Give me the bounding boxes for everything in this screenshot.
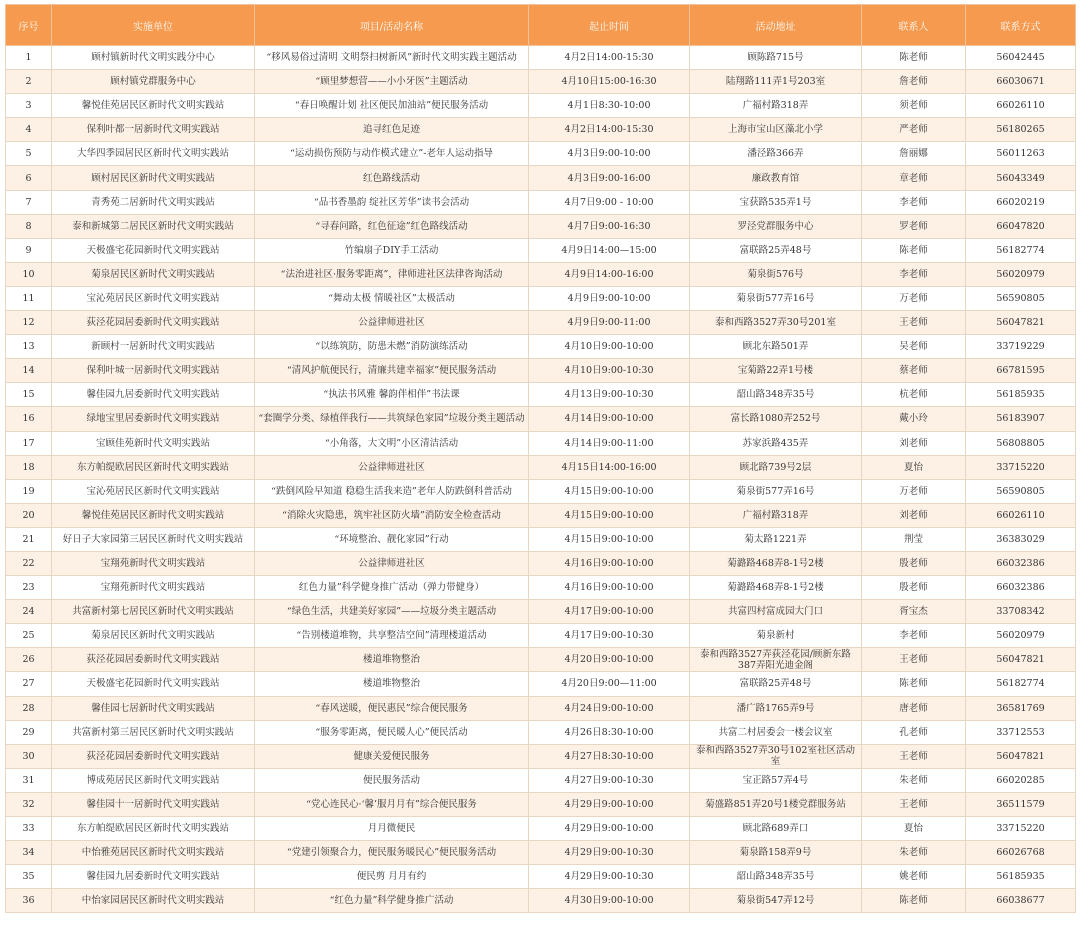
cell-contact-phone: 56180265 (966, 118, 1076, 142)
cell-index: 12 (6, 311, 52, 335)
cell-time: 4月2日14:00-15:30 (529, 46, 690, 70)
cell-organizer: 馨佳园九居委新时代文明实践站 (52, 383, 255, 407)
cell-time: 4月10日9:00-10:30 (529, 359, 690, 383)
cell-address: 共富四村富成园大门口 (690, 600, 862, 624)
cell-contact-person: 严老师 (862, 118, 966, 142)
cell-index: 5 (6, 142, 52, 166)
cell-organizer: 博成苑居民区新时代文明实践站 (52, 768, 255, 792)
cell-index: 21 (6, 527, 52, 551)
cell-index: 2 (6, 70, 52, 94)
cell-address: 顾北路739号2层 (690, 455, 862, 479)
cell-organizer: 青秀苑二居新时代文明实践站 (52, 190, 255, 214)
table-row (6, 696, 1076, 720)
cell-index: 18 (6, 455, 52, 479)
activity-table (5, 4, 1076, 913)
cell-contact-person: 唐老师 (862, 696, 966, 720)
cell-address: 韶山路348弄35号 (690, 865, 862, 889)
table-row (6, 359, 1076, 383)
cell-time: 4月29日9:00-10:30 (529, 865, 690, 889)
table-row (6, 841, 1076, 865)
cell-index: 19 (6, 479, 52, 503)
cell-time: 4月9日14:00-16:00 (529, 262, 690, 286)
cell-time: 4月30日9:00-10:00 (529, 889, 690, 913)
cell-address: 宝获路535弄1号 (690, 190, 862, 214)
cell-organizer: 东方帕缇欧居民区新时代文明实践站 (52, 455, 255, 479)
cell-index: 14 (6, 359, 52, 383)
cell-contact-person: 王老师 (862, 648, 966, 672)
cell-contact-phone: 56043349 (966, 166, 1076, 190)
cell-organizer: 绿地宝里居委新时代文明实践站 (52, 407, 255, 431)
table-row (6, 817, 1076, 841)
table-row (6, 672, 1076, 696)
table-row (6, 576, 1076, 600)
cell-organizer: 中怡雅苑居民区新时代文明实践站 (52, 841, 255, 865)
cell-activity-name: “品书香墨韵 绽社区芳华”读书会活动 (255, 190, 529, 214)
cell-organizer: 新顾村一居新时代文明实践站 (52, 335, 255, 359)
cell-organizer: 保利叶都一居新时代文明实践站 (52, 118, 255, 142)
cell-organizer: 顾村镇党群服务中心 (52, 70, 255, 94)
cell-index: 3 (6, 94, 52, 118)
cell-activity-name: 红色路线活动 (255, 166, 529, 190)
table-row (6, 720, 1076, 744)
cell-address: 菊泉街576号 (690, 262, 862, 286)
cell-address: 菊泉街577弄16号 (690, 479, 862, 503)
table-row (6, 744, 1076, 768)
cell-time: 4月9日9:00-10:00 (529, 286, 690, 310)
cell-contact-phone: 33708342 (966, 600, 1076, 624)
cell-time: 4月27日8:30-10:00 (529, 744, 690, 768)
cell-activity-name: “消除火灾隐患，筑牢社区防火墙”消防安全检查活动 (255, 503, 529, 527)
cell-time: 4月15日9:00-10:00 (529, 479, 690, 503)
cell-contact-person: 李老师 (862, 190, 966, 214)
activity-schedule (5, 4, 1075, 913)
cell-address: 菊盛路851弄20号1楼党群服务站 (690, 792, 862, 816)
cell-time: 4月15日9:00-10:00 (529, 527, 690, 551)
cell-address: 顾陈路715号 (690, 46, 862, 70)
cell-activity-name: 楼道堆物整治 (255, 648, 529, 672)
table-row (6, 551, 1076, 575)
cell-contact-phone: 33712553 (966, 720, 1076, 744)
cell-organizer: 馨悦佳苑居民区新时代文明实践站 (52, 94, 255, 118)
cell-index: 1 (6, 46, 52, 70)
cell-index: 8 (6, 214, 52, 238)
cell-contact-person: 孔老师 (862, 720, 966, 744)
cell-contact-phone: 66032386 (966, 576, 1076, 600)
cell-address: 广福村路318弄 (690, 94, 862, 118)
cell-index: 27 (6, 672, 52, 696)
table-row (6, 262, 1076, 286)
cell-contact-phone: 33715220 (966, 817, 1076, 841)
cell-contact-phone: 56042445 (966, 46, 1076, 70)
cell-activity-name: “套圈学分类、绿植伴我行——共筑绿色家园”垃圾分类主题活动 (255, 407, 529, 431)
cell-contact-phone: 56808805 (966, 431, 1076, 455)
cell-contact-person: 夏怡 (862, 817, 966, 841)
cell-activity-name: “寻春问路，红色征途”红色路线活动 (255, 214, 529, 238)
cell-time: 4月27日9:00-10:30 (529, 768, 690, 792)
cell-activity-name: “运动损伤预防与动作模式建立”-老年人运动指导 (255, 142, 529, 166)
cell-index: 30 (6, 744, 52, 768)
cell-contact-person: 刘老师 (862, 503, 966, 527)
table-row (6, 792, 1076, 816)
cell-organizer: 共富新村第三居民区新时代文明实践站 (52, 720, 255, 744)
cell-address: 苏家浜路435弄 (690, 431, 862, 455)
table-row (6, 94, 1076, 118)
cell-time: 4月3日9:00-16:00 (529, 166, 690, 190)
cell-time: 4月16日9:00-10:00 (529, 576, 690, 600)
cell-organizer: 中怡家园居民区新时代文明实践站 (52, 889, 255, 913)
table-row (6, 624, 1076, 648)
cell-time: 4月10日9:00-10:00 (529, 335, 690, 359)
table-row (6, 431, 1076, 455)
cell-contact-phone: 56020979 (966, 262, 1076, 286)
cell-contact-person: 戴小玲 (862, 407, 966, 431)
cell-contact-phone: 66032386 (966, 551, 1076, 575)
cell-contact-phone: 56590805 (966, 286, 1076, 310)
cell-address: 菊泉街577弄16号 (690, 286, 862, 310)
cell-address: 富联路25弄48号 (690, 672, 862, 696)
cell-address: 韶山路348弄35号 (690, 383, 862, 407)
table-row (6, 238, 1076, 262)
cell-index: 11 (6, 286, 52, 310)
table-row (6, 70, 1076, 94)
table-row (6, 335, 1076, 359)
table-row (6, 600, 1076, 624)
cell-organizer: 天极盛宅花园新时代文明实践站 (52, 672, 255, 696)
cell-time: 4月26日8:30-10:00 (529, 720, 690, 744)
cell-contact-phone: 56185935 (966, 383, 1076, 407)
cell-address: 上海市宝山区藻北小学 (690, 118, 862, 142)
cell-time: 4月9日14:00—15:00 (529, 238, 690, 262)
table-row (6, 479, 1076, 503)
cell-organizer: 荻泾花园居委新时代文明实践站 (52, 744, 255, 768)
cell-activity-name: “法治进社区·服务零距离”，律师进社区法律咨询活动 (255, 262, 529, 286)
cell-time: 4月2日14:00-15:30 (529, 118, 690, 142)
cell-contact-phone: 56182774 (966, 672, 1076, 696)
cell-contact-phone: 66038677 (966, 889, 1076, 913)
cell-index: 16 (6, 407, 52, 431)
cell-contact-phone: 56047821 (966, 311, 1076, 335)
cell-organizer: 东方帕缇欧居民区新时代文明实践站 (52, 817, 255, 841)
cell-index: 22 (6, 551, 52, 575)
cell-organizer: 馨佳园十一居新时代文明实践站 (52, 792, 255, 816)
cell-organizer: 宝翔苑新时代文明实践站 (52, 551, 255, 575)
cell-contact-person: 蔡老师 (862, 359, 966, 383)
cell-activity-name: 红色力量”科学健身推广活动（弹力带健身） (255, 576, 529, 600)
header-address: 活动地址 (690, 5, 862, 46)
cell-index: 28 (6, 696, 52, 720)
cell-address: 菊太路1221弄 (690, 527, 862, 551)
cell-address: 泰和西路3527弄30号201室 (690, 311, 862, 335)
header-contact-person: 联系人 (862, 5, 966, 46)
table-row (6, 190, 1076, 214)
cell-contact-person: 刘老师 (862, 431, 966, 455)
cell-activity-name: “跌倒风险早知道 稳稳生活我来造”老年人防跌倒科普活动 (255, 479, 529, 503)
cell-activity-name: “绿色生活，共建美好家园”——垃圾分类主题活动 (255, 600, 529, 624)
cell-address: 泰和西路3527弄荻泾花园/顾新东路387弄阳光迪金阁 (690, 648, 862, 672)
cell-contact-phone: 56047821 (966, 648, 1076, 672)
cell-index: 33 (6, 817, 52, 841)
cell-time: 4月24日9:00-10:00 (529, 696, 690, 720)
cell-organizer: 好日子大家园第三居民区新时代文明实践站 (52, 527, 255, 551)
cell-time: 4月7日9:00 - 10:00 (529, 190, 690, 214)
cell-contact-person: 夏怡 (862, 455, 966, 479)
cell-activity-name: 公益律师进社区 (255, 455, 529, 479)
cell-time: 4月29日9:00-10:30 (529, 841, 690, 865)
cell-activity-name: 楼道堆物整治 (255, 672, 529, 696)
cell-contact-phone: 56020979 (966, 624, 1076, 648)
cell-time: 4月17日9:00-10:00 (529, 600, 690, 624)
cell-organizer: 宝沁苑居民区新时代文明实践站 (52, 286, 255, 310)
cell-activity-name: 公益律师进社区 (255, 311, 529, 335)
cell-address: 宝正路57弄4号 (690, 768, 862, 792)
cell-activity-name: “小角落，大文明”小区清洁活动 (255, 431, 529, 455)
cell-contact-phone: 66781595 (966, 359, 1076, 383)
cell-activity-name: “执法书风雅 馨韵伴相伴”书法课 (255, 383, 529, 407)
cell-contact-person: 姚老师 (862, 865, 966, 889)
cell-contact-person: 王老师 (862, 792, 966, 816)
cell-contact-phone: 66030671 (966, 70, 1076, 94)
cell-contact-phone: 33715220 (966, 455, 1076, 479)
table-row (6, 407, 1076, 431)
cell-activity-name: “服务零距离，便民暖人心”便民活动 (255, 720, 529, 744)
cell-contact-phone: 66026110 (966, 94, 1076, 118)
header-contact-phone: 联系方式 (966, 5, 1076, 46)
cell-index: 34 (6, 841, 52, 865)
cell-time: 4月15日14:00-16:00 (529, 455, 690, 479)
cell-contact-person: 王老师 (862, 744, 966, 768)
cell-address: 富联路25弄48号 (690, 238, 862, 262)
cell-activity-name: “红色力量”科学健身推广活动 (255, 889, 529, 913)
cell-contact-person: 詹老师 (862, 70, 966, 94)
cell-index: 24 (6, 600, 52, 624)
cell-contact-person: 陈老师 (862, 672, 966, 696)
cell-activity-name: 公益律师进社区 (255, 551, 529, 575)
cell-index: 7 (6, 190, 52, 214)
cell-index: 32 (6, 792, 52, 816)
cell-contact-person: 朱老师 (862, 768, 966, 792)
cell-organizer: 馨佳园七居新时代文明实践站 (52, 696, 255, 720)
cell-organizer: 泰和新城第二居民区新时代文明实践站 (52, 214, 255, 238)
cell-contact-person: 殷老师 (862, 576, 966, 600)
cell-index: 23 (6, 576, 52, 600)
cell-organizer: 大华四季园居民区新时代文明实践站 (52, 142, 255, 166)
cell-contact-person: 李老师 (862, 624, 966, 648)
cell-contact-person: 陈老师 (862, 46, 966, 70)
cell-activity-name: 健康关爱便民服务 (255, 744, 529, 768)
cell-index: 29 (6, 720, 52, 744)
table-row (6, 865, 1076, 889)
table-row (6, 46, 1076, 70)
cell-contact-phone: 66026110 (966, 503, 1076, 527)
cell-organizer: 顾村居民区新时代文明实践站 (52, 166, 255, 190)
cell-index: 13 (6, 335, 52, 359)
cell-index: 26 (6, 648, 52, 672)
header-index: 序号 (6, 5, 52, 46)
cell-address: 潘广路1765弄9号 (690, 696, 862, 720)
header-time: 起止时间 (529, 5, 690, 46)
cell-organizer: 宝顾佳苑新时代文明实践站 (52, 431, 255, 455)
cell-time: 4月20日9:00-10:00 (529, 648, 690, 672)
table-row (6, 311, 1076, 335)
cell-address: 菊潞路468弄8-1号2楼 (690, 576, 862, 600)
cell-time: 4月29日9:00-10:00 (529, 792, 690, 816)
cell-contact-person: 罗老师 (862, 214, 966, 238)
cell-organizer: 天极盛宅花园新时代文明实践站 (52, 238, 255, 262)
cell-activity-name: 便民服务活动 (255, 768, 529, 792)
cell-index: 15 (6, 383, 52, 407)
cell-organizer: 菊泉居民区新时代文明实践站 (52, 262, 255, 286)
cell-address: 泰和西路3527弄30号102室社区活动室 (690, 744, 862, 768)
cell-time: 4月17日9:00-10:30 (529, 624, 690, 648)
table-row (6, 286, 1076, 310)
cell-organizer: 馨悦佳苑居民区新时代文明实践站 (52, 503, 255, 527)
cell-time: 4月9日9:00-11:00 (529, 311, 690, 335)
cell-contact-person: 万老师 (862, 479, 966, 503)
cell-contact-phone: 56185935 (966, 865, 1076, 889)
cell-contact-person: 杭老师 (862, 383, 966, 407)
cell-contact-person: 殷老师 (862, 551, 966, 575)
cell-contact-phone: 66047820 (966, 214, 1076, 238)
cell-index: 9 (6, 238, 52, 262)
cell-time: 4月13日9:00-10:30 (529, 383, 690, 407)
cell-index: 25 (6, 624, 52, 648)
cell-activity-name: 月月微便民 (255, 817, 529, 841)
cell-organizer: 馨佳园九居委新时代文明实践站 (52, 865, 255, 889)
cell-contact-person: 詹丽娜 (862, 142, 966, 166)
cell-activity-name: “春日唤醒计划 社区便民加油站”便民服务活动 (255, 94, 529, 118)
table-row (6, 527, 1076, 551)
table-row (6, 455, 1076, 479)
cell-time: 4月10日15:00-16:30 (529, 70, 690, 94)
table-row (6, 768, 1076, 792)
cell-contact-phone: 66020219 (966, 190, 1076, 214)
cell-contact-phone: 56047821 (966, 744, 1076, 768)
cell-activity-name: “舞动太极 情暖社区”太极活动 (255, 286, 529, 310)
cell-activity-name: “告别楼道堆物，共享整洁空间”清理楼道活动 (255, 624, 529, 648)
cell-time: 4月16日9:00-10:00 (529, 551, 690, 575)
table-row (6, 648, 1076, 672)
cell-contact-person: 吴老师 (862, 335, 966, 359)
cell-address: 共富二村居委会一楼会议室 (690, 720, 862, 744)
cell-address: 陆翔路111弄1号203室 (690, 70, 862, 94)
cell-time: 4月7日9:00-16:30 (529, 214, 690, 238)
cell-contact-phone: 66026768 (966, 841, 1076, 865)
cell-time: 4月15日9:00-10:00 (529, 503, 690, 527)
cell-contact-phone: 36581769 (966, 696, 1076, 720)
cell-index: 31 (6, 768, 52, 792)
cell-contact-phone: 56011263 (966, 142, 1076, 166)
cell-time: 4月14日9:00-11:00 (529, 431, 690, 455)
cell-address: 菊泉街547弄12号 (690, 889, 862, 913)
cell-activity-name: “顾里梦想营——小小牙医”主题活动 (255, 70, 529, 94)
cell-activity-name: “春风送暖，便民惠民”综合便民服务 (255, 696, 529, 720)
cell-address: 菊泉路158弄9号 (690, 841, 862, 865)
cell-contact-person: 胥宝杰 (862, 600, 966, 624)
cell-activity-name: 便民剪 月月有约 (255, 865, 529, 889)
cell-time: 4月20日9:00—11:00 (529, 672, 690, 696)
cell-organizer: 宝沁苑居民区新时代文明实践站 (52, 479, 255, 503)
cell-index: 20 (6, 503, 52, 527)
cell-contact-person: 李老师 (862, 262, 966, 286)
cell-time: 4月1日8:30-10:00 (529, 94, 690, 118)
cell-activity-name: “清风护航便民行，清廉共建幸福家”便民服务活动 (255, 359, 529, 383)
cell-organizer: 共富新村第七居民区新时代文明实践站 (52, 600, 255, 624)
cell-index: 17 (6, 431, 52, 455)
table-row (6, 889, 1076, 913)
cell-contact-person: 万老师 (862, 286, 966, 310)
cell-organizer: 菊泉居民区新时代文明实践站 (52, 624, 255, 648)
cell-organizer: 荻泾花园居委新时代文明实践站 (52, 648, 255, 672)
cell-index: 4 (6, 118, 52, 142)
cell-contact-phone: 56183907 (966, 407, 1076, 431)
cell-activity-name: 追寻红色足迹 (255, 118, 529, 142)
table-row (6, 503, 1076, 527)
table-row (6, 383, 1076, 407)
cell-organizer: 荻泾花园居委新时代文明实践站 (52, 311, 255, 335)
cell-index: 35 (6, 865, 52, 889)
cell-activity-name: “党建引领聚合力，便民服务暖民心”便民服务活动 (255, 841, 529, 865)
cell-contact-phone: 56590805 (966, 479, 1076, 503)
cell-address: 菊泉新村 (690, 624, 862, 648)
cell-activity-name: “以练筑防，防患未燃”消防演练活动 (255, 335, 529, 359)
cell-activity-name: 竹编扇子DIY手工活动 (255, 238, 529, 262)
cell-address: 宝菊路22弄1号楼 (690, 359, 862, 383)
cell-address: 罗泾党群服务中心 (690, 214, 862, 238)
header-activity-name: 项目/活动名称 (255, 5, 529, 46)
table-row (6, 166, 1076, 190)
cell-address: 富长路1080弄252号 (690, 407, 862, 431)
cell-index: 6 (6, 166, 52, 190)
cell-organizer: 保利叶城一居新时代文明实践站 (52, 359, 255, 383)
cell-activity-name: “环境整治、靓化家园”行动 (255, 527, 529, 551)
cell-contact-phone: 36383029 (966, 527, 1076, 551)
cell-contact-person: 须老师 (862, 94, 966, 118)
cell-index: 10 (6, 262, 52, 286)
table-header-row (6, 5, 1076, 46)
cell-contact-person: 章老师 (862, 166, 966, 190)
cell-contact-person: 王老师 (862, 311, 966, 335)
cell-time: 4月29日9:00-10:00 (529, 817, 690, 841)
table-row (6, 142, 1076, 166)
cell-address: 菊潞路468弄8-1号2楼 (690, 551, 862, 575)
cell-contact-phone: 66020285 (966, 768, 1076, 792)
cell-contact-phone: 36511579 (966, 792, 1076, 816)
cell-index: 36 (6, 889, 52, 913)
cell-address: 广福村路318弄 (690, 503, 862, 527)
cell-address: 潘泾路366弄 (690, 142, 862, 166)
cell-contact-phone: 33719229 (966, 335, 1076, 359)
cell-contact-person: 荆莹 (862, 527, 966, 551)
cell-contact-person: 陈老师 (862, 889, 966, 913)
table-row (6, 118, 1076, 142)
cell-address: 顾北路689弄口 (690, 817, 862, 841)
cell-activity-name: “党心连民心·‘馨’服月月有”综合便民服务 (255, 792, 529, 816)
table-body (6, 46, 1076, 913)
cell-time: 4月14日9:00-10:00 (529, 407, 690, 431)
cell-activity-name: “移风易俗过清明 文明祭扫树新风”新时代文明实践主题活动 (255, 46, 529, 70)
cell-organizer: 宝翔苑新时代文明实践站 (52, 576, 255, 600)
cell-contact-person: 陈老师 (862, 238, 966, 262)
cell-contact-person: 朱老师 (862, 841, 966, 865)
cell-organizer: 顾村镇新时代文明实践分中心 (52, 46, 255, 70)
header-organizer: 实施单位 (52, 5, 255, 46)
cell-address: 廉政教育馆 (690, 166, 862, 190)
cell-address: 顾北东路501弄 (690, 335, 862, 359)
cell-contact-phone: 56182774 (966, 238, 1076, 262)
table-row (6, 214, 1076, 238)
cell-time: 4月3日9:00-10:00 (529, 142, 690, 166)
